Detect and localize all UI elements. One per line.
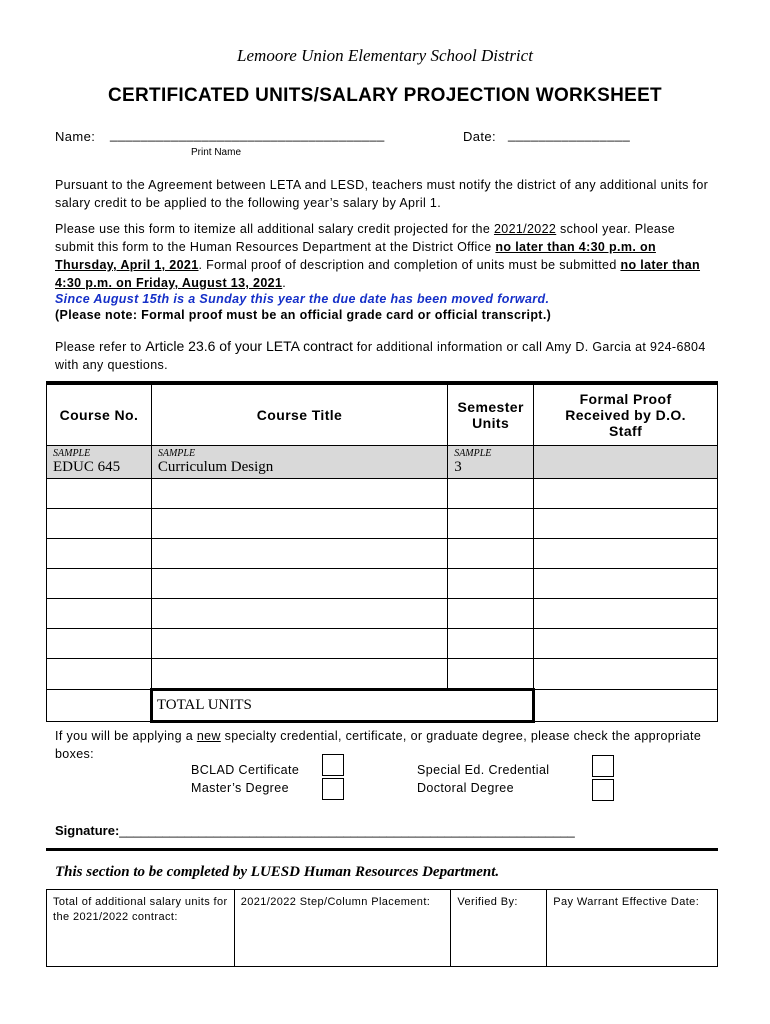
units-cell[interactable] — [448, 659, 534, 690]
credential-text: specialty credential, certificate, or graduate degree, please check the appropriate boxes: — [55, 729, 702, 761]
table-row — [47, 509, 718, 539]
total-proof-cell — [534, 690, 718, 722]
hr-verified-label: Verified By: — [457, 896, 518, 908]
course-title-cell[interactable] — [151, 509, 447, 539]
bclad-label: BCLAD Certificate — [191, 763, 300, 777]
contact-paragraph — [55, 337, 715, 374]
course-title-cell[interactable] — [151, 539, 447, 569]
sample-units: 3 — [454, 459, 462, 475]
proof-cell — [534, 539, 718, 569]
doctoral-label: Doctoral Degree — [417, 781, 515, 795]
deadline-august: no later than 4:30 p.m. on Friday, August 13, 2021 — [55, 258, 701, 290]
district-name: Lemoore Union Elementary School District — [237, 46, 533, 65]
course-no-cell[interactable] — [47, 539, 152, 569]
course-title-cell[interactable] — [151, 479, 447, 509]
page-title: CERTIFICATED UNITS/SALARY PROJECTION WORKSHEET — [108, 85, 662, 106]
sample-course-title: Curriculum Design — [157, 459, 274, 475]
total-units-label: TOTAL UNITS — [156, 697, 252, 713]
proof-cell — [534, 629, 718, 659]
hr-total-units-label: Total of additional salary units for the 2021/2022 contract: — [53, 896, 228, 923]
sample-course-no: EDUC 645 — [53, 459, 121, 475]
proof-cell — [534, 659, 718, 690]
instructions-text: Please use this form to itemize all additional salary credit projected for the — [55, 222, 494, 236]
units-cell[interactable] — [448, 569, 534, 599]
hr-section-heading: This section to be completed by LUESD Human Resources Department. — [55, 864, 500, 880]
instructions-text: . Formal proof of description and completion of units must be submitted — [198, 258, 621, 272]
header-course-no: Course No. — [47, 385, 152, 446]
header-formal-proof: Formal Proof Received by D.O. Staff — [534, 385, 718, 446]
due-date-notice: Since August 15th is a Sunday this year the due date has been moved forward. — [55, 292, 550, 306]
article-reference: Article 23.6 of your LETA contract — [145, 338, 353, 354]
signature-field[interactable]: _______________________________________________________________ — [119, 823, 575, 838]
contact-text: Please refer to — [55, 340, 146, 354]
units-cell[interactable] — [448, 539, 534, 569]
sample-row — [47, 446, 718, 479]
sample-tag: SAMPLE — [454, 448, 492, 459]
proof-note: (Please note: Formal proof must be an official grade card or official transcript.) — [55, 308, 552, 322]
name-label: Name: — [55, 129, 96, 144]
signature-label: Signature: — [55, 823, 120, 838]
special-ed-checkbox[interactable] — [592, 755, 614, 777]
sample-tag: SAMPLE — [53, 448, 91, 459]
total-units-cell[interactable] — [151, 690, 533, 722]
sample-tag: SAMPLE — [157, 448, 196, 459]
table-row — [47, 629, 718, 659]
proof-cell — [534, 599, 718, 629]
sample-proof-cell — [534, 446, 718, 479]
hr-pay-warrant-cell[interactable] — [547, 890, 718, 967]
table-row — [47, 599, 718, 629]
name-field[interactable]: ____________________________________ — [110, 127, 385, 142]
section-divider — [46, 848, 718, 851]
doctoral-checkbox[interactable] — [592, 779, 614, 801]
course-title-cell[interactable] — [151, 599, 447, 629]
sample-units-cell — [448, 446, 534, 479]
signature-row — [55, 823, 715, 838]
header-semester-units: Semester Units — [448, 385, 534, 446]
date-label: Date: — [463, 129, 497, 144]
contact-text: for additional information or call Amy D. Garcia at 924-6804 with any questions. — [55, 340, 706, 372]
proof-cell — [534, 569, 718, 599]
sample-course-title-cell — [151, 446, 447, 479]
course-no-cell[interactable] — [47, 569, 152, 599]
instructions-text: school year. Please submit this form to the Human Resources Department at the District Office — [55, 222, 676, 254]
masters-checkbox[interactable] — [322, 778, 344, 800]
special-ed-label: Special Ed. Credential — [417, 763, 550, 777]
course-title-cell[interactable] — [151, 629, 447, 659]
hr-placement-cell[interactable] — [234, 890, 451, 967]
hr-table — [46, 889, 718, 967]
bclad-checkbox[interactable] — [322, 754, 344, 776]
print-name-caption: Print Name — [191, 147, 242, 158]
course-no-cell[interactable] — [47, 629, 152, 659]
total-blank-cell — [47, 690, 152, 722]
credential-new: new — [196, 729, 221, 743]
units-cell[interactable] — [448, 599, 534, 629]
course-no-cell[interactable] — [47, 599, 152, 629]
proof-cell — [534, 479, 718, 509]
date-field[interactable]: ________________ — [508, 127, 631, 142]
proof-cell — [534, 509, 718, 539]
school-year: 2021/2022 — [493, 222, 557, 236]
header-course-title: Course Title — [151, 385, 447, 446]
credential-text: If you will be applying a — [55, 729, 197, 743]
course-title-cell[interactable] — [151, 569, 447, 599]
instructions-text: . — [282, 276, 287, 290]
masters-label: Master’s Degree — [191, 781, 289, 795]
course-no-cell[interactable] — [47, 509, 152, 539]
units-cell[interactable] — [448, 629, 534, 659]
instructions-paragraph — [55, 220, 715, 292]
course-no-cell[interactable] — [47, 659, 152, 690]
table-row — [47, 479, 718, 509]
course-no-cell[interactable] — [47, 479, 152, 509]
table-row — [47, 539, 718, 569]
total-row — [47, 690, 718, 722]
hr-verified-cell[interactable] — [451, 890, 547, 967]
credential-instructions — [55, 727, 715, 763]
units-cell[interactable] — [448, 479, 534, 509]
units-cell[interactable] — [448, 509, 534, 539]
hr-placement-label: 2021/2022 Step/Column Placement: — [240, 896, 431, 908]
table-row — [47, 659, 718, 690]
course-title-cell[interactable] — [151, 659, 447, 690]
deadline-april: no later than 4:30 p.m. on Thursday, April 1, 2021 — [55, 240, 656, 272]
sample-course-no-cell — [47, 446, 152, 479]
intro-paragraph: Pursuant to the Agreement between LETA and LESD, teachers must notify the district of any additional units for salary credit to be applied to the following year’s salary by April 1. — [55, 178, 709, 210]
hr-pay-warrant-label: Pay Warrant Effective Date: — [553, 896, 700, 908]
table-row — [47, 569, 718, 599]
units-table — [46, 384, 718, 723]
hr-total-units-cell[interactable] — [47, 890, 235, 967]
